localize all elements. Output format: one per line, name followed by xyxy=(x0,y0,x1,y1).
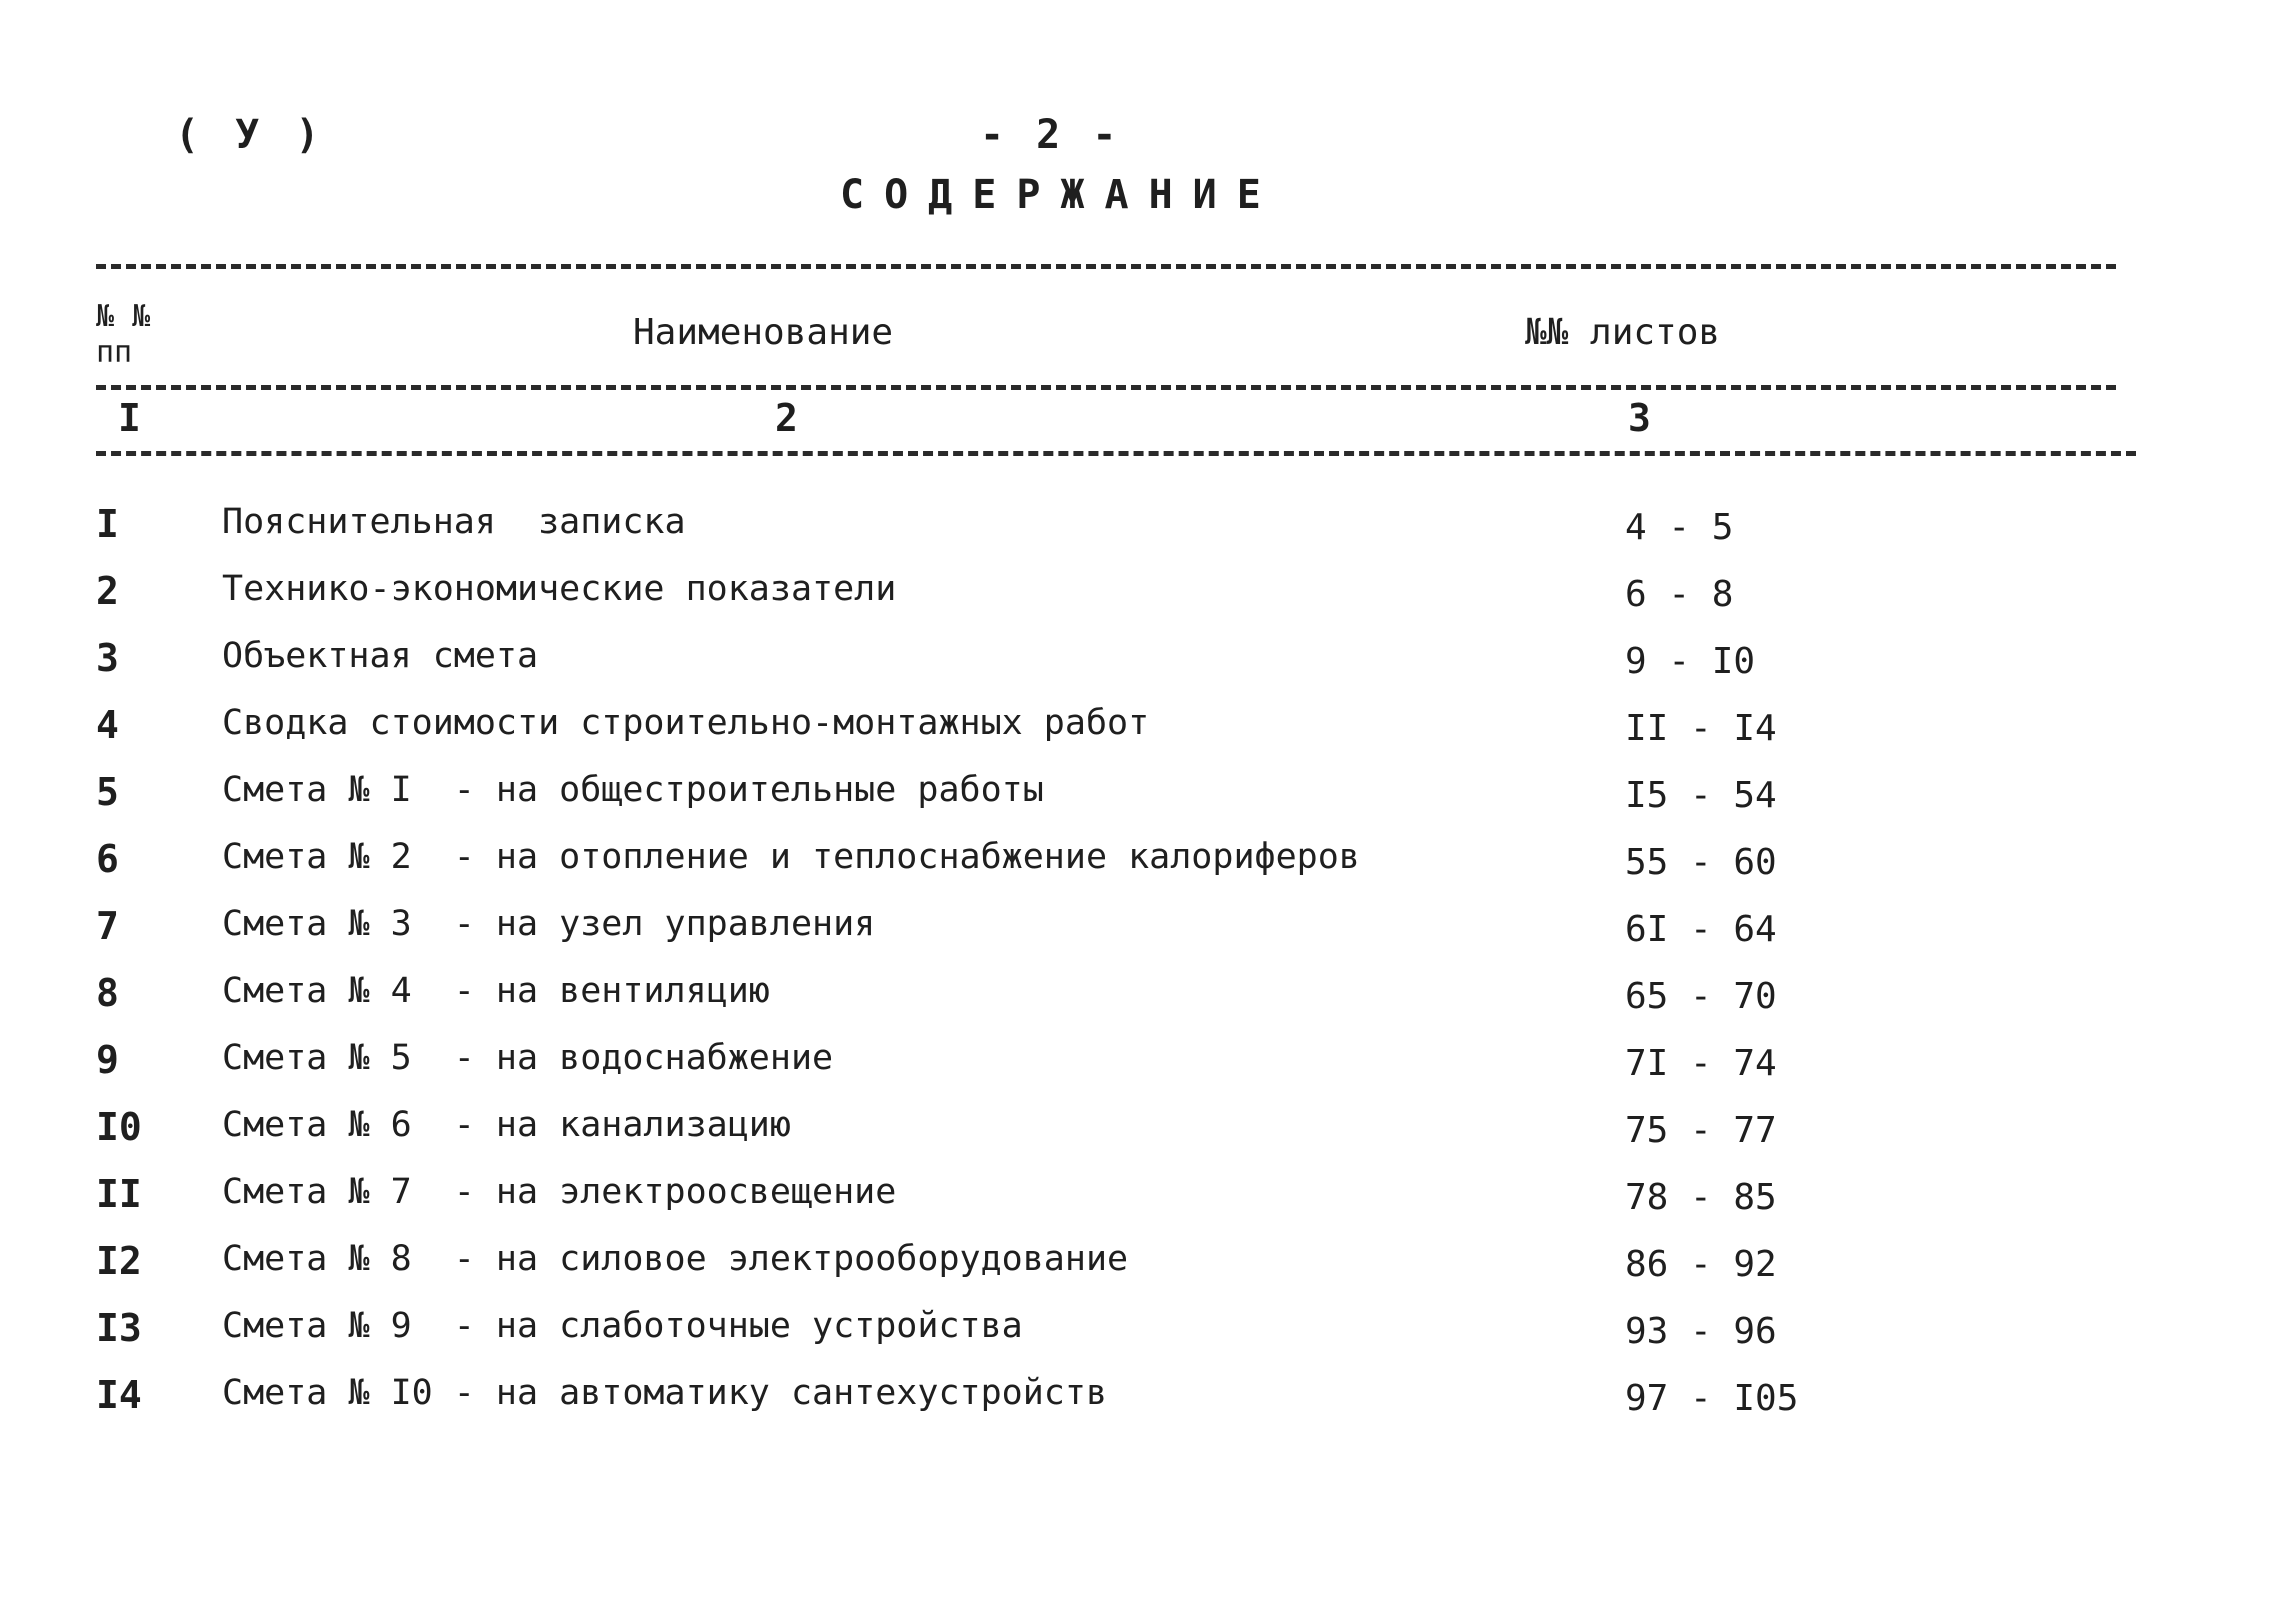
row-title: Объектная смета xyxy=(222,636,539,676)
row-sheets: 4 - 5 xyxy=(1625,507,1734,548)
table-row xyxy=(0,703,2282,763)
row-sheets: 86 - 92 xyxy=(1625,1244,1777,1285)
divider-index xyxy=(96,451,2136,456)
table-row xyxy=(0,1306,2282,1366)
row-number: 8 xyxy=(96,971,119,1015)
document-marker: ( У ) xyxy=(175,112,326,158)
row-title: Смета № 7 - на электроосвещение xyxy=(222,1172,897,1212)
row-title: Смета № 3 - на узел управления xyxy=(222,904,876,944)
row-sheets: 97 - I05 xyxy=(1625,1378,1799,1419)
table-row xyxy=(0,1239,2282,1299)
column-header-sheets: №№ листов xyxy=(1525,312,1721,353)
column-index-1: I xyxy=(118,396,141,440)
divider-header xyxy=(96,385,2116,390)
row-number: I3 xyxy=(96,1306,142,1350)
row-title: Пояснительная записка xyxy=(222,502,686,542)
table-row xyxy=(0,770,2282,830)
table-row xyxy=(0,1172,2282,1232)
row-number: 3 xyxy=(96,636,119,680)
table-row xyxy=(0,837,2282,897)
row-title: Смета № 5 - на водоснабжение xyxy=(222,1038,834,1078)
table-row xyxy=(0,1373,2282,1433)
table-row xyxy=(0,1038,2282,1098)
row-sheets: 75 - 77 xyxy=(1625,1110,1777,1151)
column-header-name: Наименование xyxy=(633,312,894,353)
row-sheets: 9 - I0 xyxy=(1625,641,1756,682)
row-number: I0 xyxy=(96,1105,142,1149)
row-number: II xyxy=(96,1172,142,1216)
row-title: Смета № I0 - на автоматику сантехустройств xyxy=(222,1373,1108,1413)
column-index-2: 2 xyxy=(775,396,798,440)
table-row xyxy=(0,636,2282,696)
row-title: Смета № I - на общестроительные работы xyxy=(222,770,1044,810)
row-title: Смета № 4 - на вентиляцию xyxy=(222,971,770,1011)
row-title: Сводка стоимости строительно-монтажных работ xyxy=(222,703,1150,743)
table-row xyxy=(0,569,2282,629)
table-row xyxy=(0,904,2282,964)
row-number: I2 xyxy=(96,1239,142,1283)
row-sheets: 6I - 64 xyxy=(1625,909,1777,950)
row-sheets: 6 - 8 xyxy=(1625,574,1734,615)
page-number: - 2 - xyxy=(980,112,1121,158)
row-sheets: 55 - 60 xyxy=(1625,842,1777,883)
row-title: Смета № 2 - на отопление и теплоснабжение калориферов xyxy=(222,837,1360,877)
row-title: Смета № 8 - на силовое электрооборудование xyxy=(222,1239,1129,1279)
row-sheets: II - I4 xyxy=(1625,708,1777,749)
table-row xyxy=(0,971,2282,1031)
row-number: 2 xyxy=(96,569,119,613)
row-sheets: 7I - 74 xyxy=(1625,1043,1777,1084)
column-header-number-sub: пп xyxy=(96,335,133,370)
row-number: I4 xyxy=(96,1373,142,1417)
row-sheets: 93 - 96 xyxy=(1625,1311,1777,1352)
row-title: Технико-экономические показатели xyxy=(222,569,897,609)
column-index-3: 3 xyxy=(1628,396,1651,440)
row-title: Смета № 9 - на слаботочные устройства xyxy=(222,1306,1023,1346)
row-sheets: 78 - 85 xyxy=(1625,1177,1777,1218)
column-header-number: № № xyxy=(96,299,151,334)
row-sheets: 65 - 70 xyxy=(1625,976,1777,1017)
row-number: 9 xyxy=(96,1038,119,1082)
row-number: 4 xyxy=(96,703,119,747)
row-number: 5 xyxy=(96,770,119,814)
table-row xyxy=(0,1105,2282,1165)
row-title: Смета № 6 - на канализацию xyxy=(222,1105,791,1145)
divider-top xyxy=(96,264,2116,269)
row-number: I xyxy=(96,502,119,546)
page-title: СОДЕРЖАНИЕ xyxy=(840,172,1281,218)
row-sheets: I5 - 54 xyxy=(1625,775,1777,816)
row-number: 7 xyxy=(96,904,119,948)
table-row xyxy=(0,502,2282,562)
row-number: 6 xyxy=(96,837,119,881)
